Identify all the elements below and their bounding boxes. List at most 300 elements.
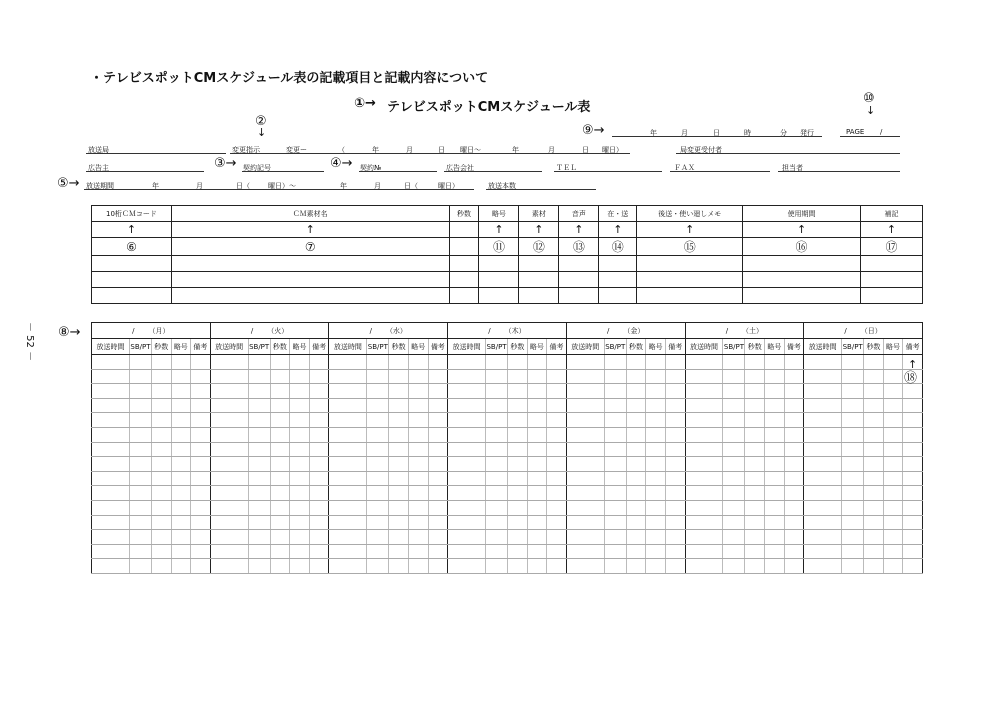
schedule-cell[interactable] (723, 413, 745, 428)
schedule-cell[interactable] (864, 369, 884, 384)
schedule-cell[interactable] (646, 442, 666, 457)
schedule-cell[interactable] (389, 457, 409, 472)
schedule-cell[interactable] (248, 442, 270, 457)
schedule-cell[interactable] (191, 369, 211, 384)
schedule-cell[interactable] (527, 413, 547, 428)
schedule-cell[interactable] (248, 500, 270, 515)
schedule-cell[interactable] (784, 530, 804, 545)
schedule-cell[interactable] (367, 442, 389, 457)
schedule-cell[interactable] (151, 398, 171, 413)
schedule-cell[interactable] (151, 384, 171, 399)
schedule-cell[interactable] (685, 486, 723, 501)
schedule-cell[interactable] (784, 457, 804, 472)
schedule-cell[interactable] (367, 398, 389, 413)
schedule-cell[interactable] (389, 413, 409, 428)
schedule-cell[interactable] (428, 530, 448, 545)
schedule-cell[interactable] (389, 530, 409, 545)
schedule-cell[interactable] (547, 544, 567, 559)
schedule-cell[interactable] (486, 355, 508, 370)
schedule-cell[interactable] (486, 500, 508, 515)
schedule-cell[interactable] (685, 413, 723, 428)
schedule-cell[interactable] (329, 457, 367, 472)
schedule-cell[interactable] (604, 413, 626, 428)
schedule-cell[interactable] (566, 398, 604, 413)
schedule-cell[interactable] (367, 355, 389, 370)
schedule-cell[interactable] (745, 500, 765, 515)
schedule-cell[interactable] (547, 515, 567, 530)
schedule-cell[interactable] (842, 471, 864, 486)
schedule-cell[interactable] (745, 544, 765, 559)
schedule-cell[interactable] (389, 369, 409, 384)
schedule-cell[interactable] (745, 369, 765, 384)
schedule-cell[interactable] (290, 530, 310, 545)
schedule-cell[interactable] (290, 355, 310, 370)
schedule-cell[interactable] (329, 355, 367, 370)
schedule-cell[interactable] (604, 369, 626, 384)
schedule-cell[interactable] (864, 500, 884, 515)
schedule-cell[interactable] (290, 457, 310, 472)
schedule-cell[interactable] (151, 413, 171, 428)
schedule-cell[interactable] (210, 427, 248, 442)
schedule-cell[interactable] (765, 427, 785, 442)
schedule-cell[interactable] (508, 544, 528, 559)
schedule-cell[interactable] (210, 471, 248, 486)
schedule-cell[interactable] (745, 442, 765, 457)
schedule-cell[interactable] (329, 384, 367, 399)
schedule-cell[interactable] (723, 398, 745, 413)
schedule-cell[interactable] (428, 442, 448, 457)
schedule-cell[interactable] (527, 355, 547, 370)
schedule-cell[interactable] (171, 427, 191, 442)
schedule-cell[interactable] (270, 486, 290, 501)
schedule-cell[interactable] (883, 427, 903, 442)
schedule-cell[interactable] (151, 530, 171, 545)
schedule-cell[interactable] (290, 544, 310, 559)
schedule-cell[interactable] (842, 559, 864, 574)
schedule-cell[interactable] (547, 427, 567, 442)
schedule-cell[interactable] (367, 559, 389, 574)
schedule-cell[interactable] (129, 471, 151, 486)
schedule-cell[interactable] (723, 471, 745, 486)
schedule-cell[interactable] (92, 559, 130, 574)
schedule-cell[interactable] (486, 384, 508, 399)
schedule-cell[interactable] (626, 427, 646, 442)
schedule-cell[interactable] (745, 457, 765, 472)
schedule-cell[interactable] (646, 486, 666, 501)
schedule-cell[interactable] (903, 530, 923, 545)
schedule-cell[interactable] (389, 486, 409, 501)
schedule-cell[interactable] (864, 442, 884, 457)
schedule-cell[interactable] (626, 515, 646, 530)
schedule-cell[interactable] (646, 355, 666, 370)
schedule-cell[interactable] (723, 427, 745, 442)
schedule-cell[interactable] (309, 442, 329, 457)
schedule-cell[interactable] (309, 471, 329, 486)
schedule-cell[interactable] (508, 427, 528, 442)
schedule-cell[interactable] (547, 384, 567, 399)
schedule-cell[interactable] (626, 442, 646, 457)
schedule-cell[interactable] (508, 413, 528, 428)
schedule-cell[interactable] (290, 369, 310, 384)
schedule-cell[interactable] (248, 457, 270, 472)
schedule-cell[interactable] (248, 413, 270, 428)
schedule-cell[interactable] (248, 530, 270, 545)
schedule-cell[interactable] (646, 457, 666, 472)
schedule-cell[interactable] (604, 457, 626, 472)
schedule-cell[interactable] (547, 413, 567, 428)
schedule-cell[interactable] (804, 384, 842, 399)
schedule-cell[interactable] (408, 457, 428, 472)
schedule-cell[interactable] (883, 500, 903, 515)
schedule-cell[interactable] (646, 515, 666, 530)
schedule-cell[interactable] (723, 486, 745, 501)
schedule-cell[interactable] (864, 486, 884, 501)
schedule-cell[interactable] (248, 355, 270, 370)
schedule-cell[interactable] (309, 544, 329, 559)
schedule-cell[interactable] (92, 500, 130, 515)
schedule-cell[interactable] (745, 398, 765, 413)
schedule-cell[interactable] (408, 384, 428, 399)
schedule-cell[interactable] (309, 413, 329, 428)
schedule-cell[interactable] (604, 559, 626, 574)
schedule-cell[interactable] (765, 442, 785, 457)
schedule-cell[interactable] (389, 500, 409, 515)
schedule-cell[interactable] (883, 442, 903, 457)
schedule-cell[interactable] (367, 486, 389, 501)
schedule-cell[interactable] (527, 500, 547, 515)
schedule-cell[interactable] (448, 442, 486, 457)
schedule-cell[interactable] (191, 471, 211, 486)
schedule-cell[interactable] (508, 486, 528, 501)
schedule-cell[interactable] (367, 384, 389, 399)
schedule-cell[interactable] (842, 530, 864, 545)
schedule-cell[interactable] (784, 544, 804, 559)
schedule-cell[interactable] (428, 559, 448, 574)
schedule-cell[interactable] (745, 471, 765, 486)
schedule-cell[interactable] (151, 486, 171, 501)
schedule-cell[interactable] (566, 559, 604, 574)
schedule-cell[interactable] (745, 515, 765, 530)
schedule-cell[interactable] (566, 384, 604, 399)
schedule-cell[interactable] (248, 515, 270, 530)
schedule-cell[interactable] (191, 413, 211, 428)
schedule-cell[interactable] (604, 442, 626, 457)
schedule-cell[interactable] (408, 500, 428, 515)
schedule-cell[interactable] (448, 515, 486, 530)
schedule-cell[interactable] (604, 471, 626, 486)
schedule-cell[interactable] (191, 427, 211, 442)
schedule-cell[interactable] (883, 413, 903, 428)
schedule-cell[interactable] (191, 500, 211, 515)
schedule-cell[interactable] (428, 500, 448, 515)
schedule-cell[interactable] (547, 442, 567, 457)
schedule-cell[interactable] (527, 457, 547, 472)
schedule-cell[interactable] (527, 384, 547, 399)
schedule-cell[interactable] (171, 544, 191, 559)
schedule-cell[interactable] (864, 384, 884, 399)
schedule-cell[interactable] (665, 486, 685, 501)
schedule-cell[interactable] (248, 471, 270, 486)
schedule-cell[interactable] (547, 471, 567, 486)
schedule-cell[interactable] (723, 559, 745, 574)
schedule-cell[interactable] (309, 530, 329, 545)
schedule-cell[interactable] (408, 530, 428, 545)
schedule-cell[interactable] (270, 398, 290, 413)
schedule-cell[interactable] (527, 530, 547, 545)
schedule-cell[interactable] (626, 413, 646, 428)
schedule-cell[interactable] (290, 442, 310, 457)
schedule-cell[interactable] (765, 413, 785, 428)
schedule-cell[interactable] (92, 515, 130, 530)
schedule-cell[interactable] (646, 384, 666, 399)
schedule-cell[interactable] (626, 544, 646, 559)
schedule-cell[interactable] (486, 515, 508, 530)
schedule-cell[interactable] (745, 486, 765, 501)
schedule-cell[interactable] (547, 398, 567, 413)
schedule-cell[interactable] (604, 427, 626, 442)
schedule-cell[interactable] (765, 384, 785, 399)
schedule-cell[interactable] (290, 413, 310, 428)
schedule-cell[interactable] (547, 355, 567, 370)
schedule-cell[interactable] (566, 515, 604, 530)
schedule-cell[interactable] (486, 559, 508, 574)
schedule-cell[interactable] (864, 413, 884, 428)
schedule-cell[interactable] (329, 442, 367, 457)
schedule-cell[interactable] (685, 369, 723, 384)
schedule-cell[interactable] (486, 457, 508, 472)
schedule-cell[interactable] (626, 486, 646, 501)
schedule-cell[interactable] (448, 427, 486, 442)
schedule-cell[interactable] (665, 559, 685, 574)
schedule-cell[interactable] (508, 355, 528, 370)
schedule-cell[interactable] (191, 530, 211, 545)
schedule-cell[interactable] (685, 559, 723, 574)
schedule-cell[interactable] (864, 471, 884, 486)
schedule-cell[interactable] (547, 457, 567, 472)
schedule-cell[interactable] (685, 384, 723, 399)
schedule-cell[interactable] (566, 413, 604, 428)
schedule-cell[interactable] (864, 515, 884, 530)
schedule-cell[interactable] (408, 559, 428, 574)
schedule-cell[interactable] (210, 530, 248, 545)
schedule-cell[interactable] (903, 544, 923, 559)
schedule-cell[interactable] (290, 486, 310, 501)
schedule-cell[interactable] (270, 355, 290, 370)
schedule-cell[interactable] (903, 427, 923, 442)
schedule-cell[interactable] (665, 471, 685, 486)
schedule-cell[interactable] (389, 427, 409, 442)
schedule-cell[interactable] (804, 398, 842, 413)
schedule-cell[interactable] (665, 369, 685, 384)
schedule-cell[interactable] (367, 369, 389, 384)
schedule-cell[interactable] (171, 486, 191, 501)
schedule-cell[interactable] (92, 530, 130, 545)
schedule-cell[interactable] (270, 544, 290, 559)
schedule-cell[interactable] (270, 515, 290, 530)
schedule-cell[interactable] (171, 442, 191, 457)
schedule-cell[interactable] (604, 515, 626, 530)
schedule-cell[interactable] (408, 413, 428, 428)
schedule-cell[interactable] (646, 559, 666, 574)
schedule-cell[interactable] (290, 398, 310, 413)
schedule-cell[interactable] (903, 413, 923, 428)
schedule-cell[interactable] (486, 544, 508, 559)
schedule-cell[interactable] (389, 442, 409, 457)
schedule-cell[interactable] (527, 427, 547, 442)
schedule-cell[interactable] (864, 530, 884, 545)
schedule-cell[interactable] (527, 515, 547, 530)
schedule-cell[interactable] (804, 486, 842, 501)
schedule-cell[interactable] (547, 530, 567, 545)
schedule-cell[interactable] (151, 355, 171, 370)
schedule-cell[interactable] (665, 355, 685, 370)
schedule-cell[interactable] (626, 384, 646, 399)
schedule-cell[interactable] (210, 398, 248, 413)
schedule-cell[interactable] (309, 427, 329, 442)
schedule-cell[interactable] (329, 427, 367, 442)
schedule-cell[interactable] (210, 544, 248, 559)
schedule-cell[interactable] (626, 355, 646, 370)
schedule-cell[interactable] (486, 413, 508, 428)
schedule-cell[interactable] (171, 559, 191, 574)
schedule-cell[interactable] (723, 457, 745, 472)
schedule-cell[interactable] (448, 559, 486, 574)
schedule-cell[interactable] (151, 369, 171, 384)
schedule-cell[interactable] (527, 398, 547, 413)
schedule-cell[interactable] (883, 544, 903, 559)
schedule-cell[interactable] (309, 369, 329, 384)
schedule-cell[interactable] (646, 398, 666, 413)
schedule-cell[interactable] (309, 515, 329, 530)
schedule-cell[interactable] (448, 544, 486, 559)
schedule-cell[interactable] (784, 515, 804, 530)
schedule-cell[interactable] (486, 398, 508, 413)
schedule-cell[interactable] (723, 530, 745, 545)
schedule-cell[interactable] (270, 442, 290, 457)
schedule-cell[interactable] (129, 369, 151, 384)
schedule-cell[interactable] (129, 544, 151, 559)
schedule-cell[interactable] (508, 369, 528, 384)
schedule-cell[interactable] (765, 369, 785, 384)
schedule-cell[interactable] (290, 384, 310, 399)
schedule-cell[interactable] (389, 384, 409, 399)
schedule-cell[interactable] (290, 515, 310, 530)
schedule-cell[interactable] (842, 486, 864, 501)
schedule-cell[interactable] (171, 398, 191, 413)
schedule-cell[interactable] (646, 471, 666, 486)
schedule-cell[interactable] (527, 471, 547, 486)
schedule-cell[interactable] (765, 457, 785, 472)
schedule-cell[interactable] (270, 457, 290, 472)
schedule-cell[interactable] (428, 457, 448, 472)
schedule-cell[interactable] (903, 500, 923, 515)
schedule-cell[interactable] (129, 486, 151, 501)
schedule-cell[interactable] (171, 355, 191, 370)
schedule-cell[interactable] (248, 559, 270, 574)
schedule-cell[interactable] (191, 486, 211, 501)
schedule-cell[interactable] (92, 384, 130, 399)
schedule-cell[interactable] (665, 384, 685, 399)
schedule-cell[interactable] (428, 471, 448, 486)
schedule-cell[interactable] (448, 530, 486, 545)
schedule-cell[interactable] (367, 457, 389, 472)
schedule-cell[interactable] (92, 398, 130, 413)
schedule-cell[interactable] (428, 355, 448, 370)
schedule-cell[interactable] (883, 515, 903, 530)
schedule-cell[interactable] (129, 559, 151, 574)
schedule-cell[interactable] (626, 457, 646, 472)
schedule-cell[interactable] (784, 500, 804, 515)
schedule-cell[interactable] (270, 500, 290, 515)
schedule-cell[interactable] (486, 486, 508, 501)
schedule-cell[interactable] (248, 398, 270, 413)
schedule-cell[interactable] (804, 355, 842, 370)
schedule-cell[interactable] (151, 500, 171, 515)
schedule-cell[interactable] (329, 530, 367, 545)
schedule-cell[interactable] (765, 471, 785, 486)
schedule-cell[interactable] (547, 559, 567, 574)
schedule-cell[interactable] (92, 369, 130, 384)
schedule-cell[interactable] (842, 427, 864, 442)
schedule-cell[interactable] (448, 457, 486, 472)
schedule-cell[interactable] (842, 369, 864, 384)
schedule-cell[interactable] (842, 413, 864, 428)
schedule-cell[interactable] (508, 384, 528, 399)
schedule-cell[interactable] (428, 515, 448, 530)
schedule-cell[interactable] (804, 369, 842, 384)
schedule-cell[interactable] (448, 486, 486, 501)
schedule-cell[interactable] (765, 544, 785, 559)
schedule-cell[interactable] (665, 515, 685, 530)
schedule-cell[interactable] (448, 398, 486, 413)
schedule-cell[interactable] (92, 355, 130, 370)
schedule-cell[interactable] (804, 427, 842, 442)
schedule-cell[interactable] (566, 471, 604, 486)
schedule-cell[interactable] (842, 500, 864, 515)
schedule-cell[interactable] (784, 471, 804, 486)
schedule-cell[interactable] (804, 471, 842, 486)
schedule-cell[interactable] (210, 559, 248, 574)
schedule-cell[interactable] (191, 398, 211, 413)
schedule-cell[interactable] (329, 559, 367, 574)
schedule-cell[interactable] (566, 530, 604, 545)
schedule-cell[interactable] (665, 500, 685, 515)
schedule-cell[interactable] (864, 544, 884, 559)
schedule-cell[interactable] (665, 457, 685, 472)
schedule-cell[interactable] (171, 384, 191, 399)
schedule-cell[interactable] (723, 500, 745, 515)
schedule-cell[interactable] (566, 369, 604, 384)
schedule-cell[interactable] (508, 457, 528, 472)
schedule-cell[interactable] (448, 369, 486, 384)
schedule-cell[interactable] (566, 355, 604, 370)
schedule-cell[interactable] (270, 471, 290, 486)
schedule-cell[interactable] (191, 515, 211, 530)
schedule-cell[interactable] (171, 471, 191, 486)
schedule-cell[interactable] (784, 413, 804, 428)
schedule-cell[interactable] (665, 398, 685, 413)
schedule-cell[interactable] (389, 559, 409, 574)
schedule-cell[interactable] (129, 413, 151, 428)
schedule-cell[interactable] (626, 500, 646, 515)
schedule-cell[interactable] (408, 471, 428, 486)
schedule-cell[interactable] (804, 413, 842, 428)
schedule-cell[interactable] (508, 515, 528, 530)
schedule-cell[interactable] (604, 500, 626, 515)
schedule-cell[interactable] (309, 398, 329, 413)
schedule-cell[interactable] (428, 544, 448, 559)
schedule-cell[interactable] (723, 515, 745, 530)
